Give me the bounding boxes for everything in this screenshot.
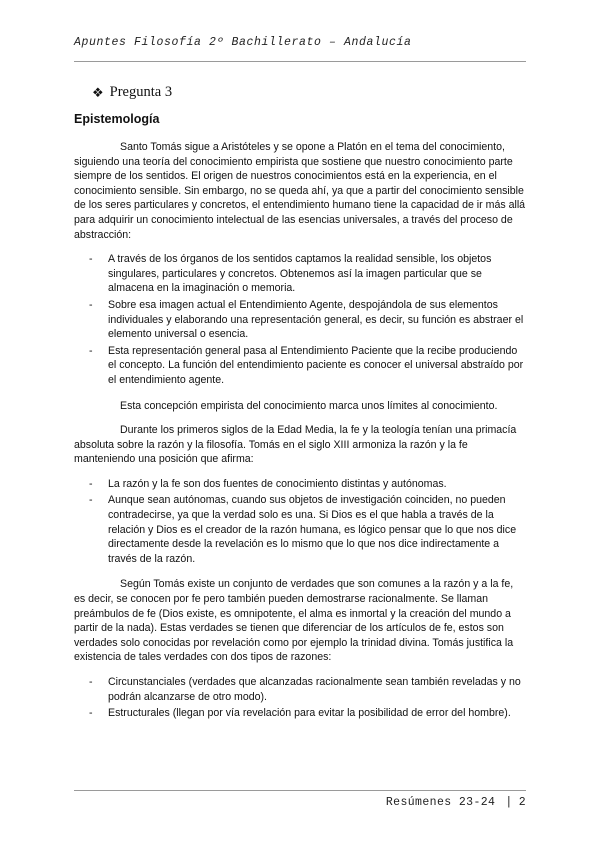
diamond-bullet-icon: ❖ <box>92 84 104 100</box>
document-body <box>74 140 526 732</box>
list-item: - Esta representación general pasa al Entendimiento Paciente que la recibe produciendo el concepto. La función del entendimiento paciente es conocer el universal abstraído por el entendimiento agente. <box>74 344 526 388</box>
list-item: - Sobre esa imagen actual el Entendimiento Agente, despojándola de sus elementos individuales y elaborando una representación general, es decir, su función es abstraer el elemento universal o esencia. <box>74 298 526 342</box>
list-item: - Circunstanciales (verdades que alcanzadas racionalmente sean también reveladas y no podrán alcanzarse de otro modo). <box>74 675 526 704</box>
footer-rule <box>74 790 526 791</box>
header-rule <box>74 61 526 62</box>
paragraph-intro: Santo Tomás sigue a Aristóteles y se opone a Platón en el tema del conocimiento, siguiendo una teoría del conocimiento empirista que sostiene que nuestro conocimiento parte siempre de los sentidos. El origen de nuestros conocimientos está en la experiencia, en el conocimiento sensible. Sin embargo, no se queda ahí, ya que a partir del conocimiento sensible de los seres particulares y concretos, el entendimiento humano tiene la capacidad de ir más allá para adquirir un conocimiento intelectual de las esencias universales, a través del proceso de abstracción: <box>74 141 526 241</box>
list-item: - Aunque sean autónomas, cuando sus objetos de investigación coinciden, no pueden contradecirse, ya que la verdad solo es una. Si Dios es el que habla a través de la relación y Dios es el creador de la razón humana, es lógico pensar que lo que nos dice directamente desde la revelación es lo mismo que lo que nos dice indirectamente a través de la razón. <box>74 493 526 566</box>
section-title: Epistemología <box>74 112 160 126</box>
running-header: Apuntes Filosofía 2º Bachillerato – Andalucía <box>74 36 412 49</box>
abstraction-list <box>74 252 526 387</box>
question-label: Pregunta 3 <box>109 84 173 100</box>
list-item: - La razón y la fe son dos fuentes de conocimiento distintas y autónomas. <box>74 477 526 492</box>
paragraph-middle-ages: Durante los primeros siglos de la Edad Media, la fe y la teología tenían una primacía absoluta sobre la razón y la filosofía. Tomás en el siglo XIII armoniza la razón y la fe manteniendo una posición que afirma: <box>74 424 517 466</box>
footer-label: Resúmenes 23-24 <box>385 796 496 809</box>
page-number: 2 <box>518 796 526 809</box>
question-heading <box>92 84 172 101</box>
paragraph-limits: Esta concepción empirista del conocimiento marca unos límites al conocimiento. <box>120 399 498 412</box>
paragraph-preambles: Según Tomás existe un conjunto de verdades que son comunes a la razón y a la fe, es decir, se conocen por fe pero también pueden demostrarse racionalmente. Se llaman preámbulos de fe (Dios existe, es omnipotente, el alma es inmortal y la creación del mundo a partir de la nada). Estas verdades se tienen que diferenciar de los artículos de fe, estos son verdades solo conocidas por revelación como por ejemplo la trinidad divina. Tomás justifica la existencia de tales verdades con dos tipos de razones: <box>74 578 514 664</box>
reasons-list <box>74 675 526 721</box>
page-footer <box>386 796 526 809</box>
footer-separator: | <box>505 796 513 809</box>
list-item: - A través de los órganos de los sentidos captamos la realidad sensible, los objetos singulares, particulares y concretos. Obtenemos así la imagen particular que se almacena en la imaginación o memoria. <box>74 252 526 296</box>
list-item: - Estructurales (llegan por vía revelación para evitar la posibilidad de error del hombre). <box>74 706 526 721</box>
faith-reason-list <box>74 477 526 567</box>
